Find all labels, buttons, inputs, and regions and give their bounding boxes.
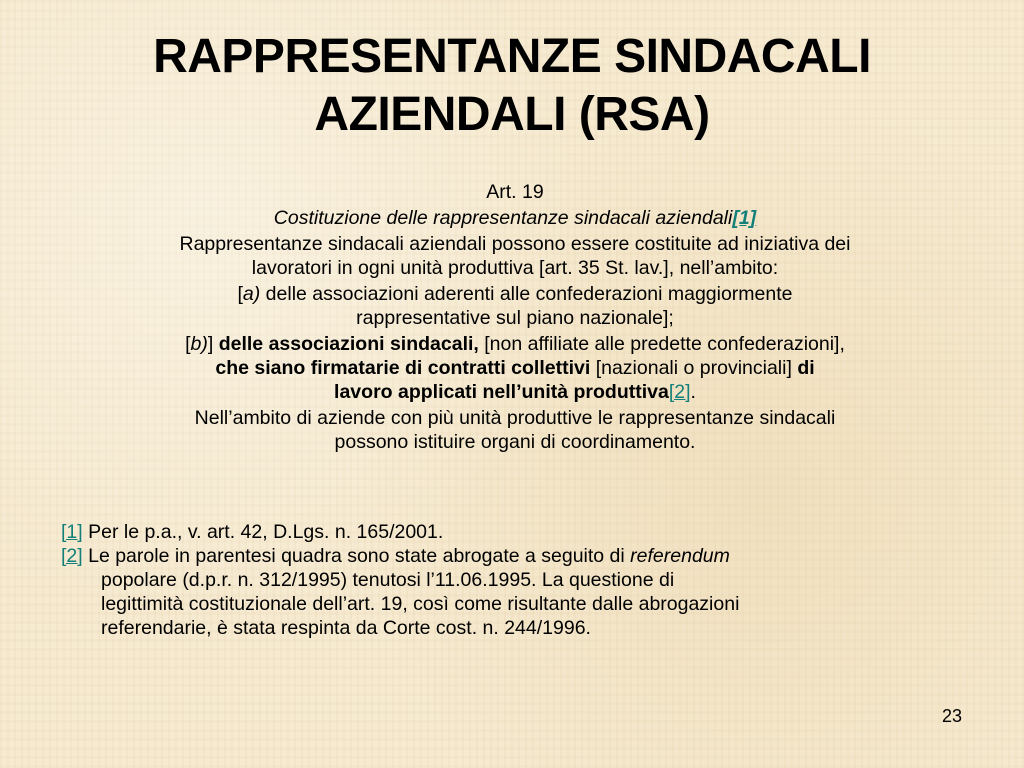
paragraph-intro: Rappresentanze sindacali aziendali possono essere costituite ad iniziativa dei lavoratori in ogni unità produttiva [art. 35 St. lav.], nell’ambito: (179, 233, 851, 279)
footnote-2: [2] Le parole in parentesi quadra sono state abrogate a seguito di referendum popolare (d.p.r. n. 312/1995) tenutosi l’11.06.1995. La questione di legittimità costituzionale dell’art. 19, così come risultante dalle abrogazioni referendarie, è stata respinta da Corte cost. n. 244/1996. (61, 545, 740, 639)
slide-title (0, 28, 1024, 144)
footnotes (61, 520, 961, 640)
footnote-link-1[interactable]: [1] (732, 207, 757, 229)
footnote-back-link-1[interactable]: [1] (61, 521, 83, 543)
footnote-1: [1] Per le p.a., v. art. 42, D.Lgs. n. 165/2001. (61, 521, 444, 543)
footnote-link-2[interactable]: [2] (668, 381, 691, 403)
slide-body (60, 180, 970, 456)
paragraph-a: [a) delle associazioni aderenti alle confederazioni maggiormente rappresentative sul piano nazionale]; (237, 283, 793, 329)
paragraph-b: [b)] delle associazioni sindacali, [non affiliate alle predette confederazioni], che siano firmatarie di contratti collettivi [nazionali o provinciali] di lavoro applicati nell’unità produttiva[2]. (185, 333, 845, 403)
article-number: Art. 19 (486, 181, 544, 203)
title-line-2: AZIENDALI (RSA) (314, 88, 710, 141)
page-number: 23 (941, 706, 962, 726)
subtitle-text: Costituzione delle rappresentanze sindacali aziendali (273, 207, 733, 229)
title-line-1: RAPPRESENTANZE SINDACALI (153, 30, 871, 83)
article-subtitle (60, 206, 970, 230)
paragraph-coordination: Nell’ambito di aziende con più unità produttive le rappresentanze sindacali possono istituire organi di coordinamento. (194, 407, 836, 453)
footnote-back-link-2[interactable]: [2] (61, 545, 83, 567)
